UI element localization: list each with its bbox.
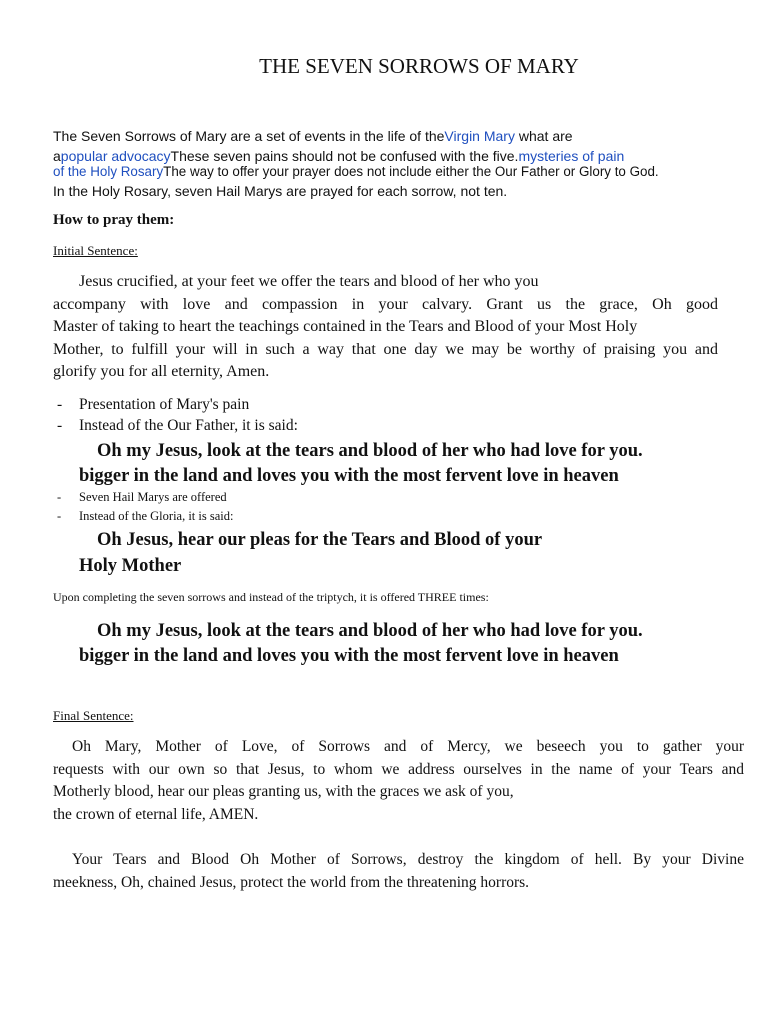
dash-bullet: - xyxy=(57,509,62,523)
list-item xyxy=(57,490,227,505)
intro-text: The way to offer your prayer does not include either the Our Father or Glory to God. xyxy=(163,164,659,179)
prayer-line: Holy Mother xyxy=(79,556,182,576)
intro-text: a xyxy=(53,148,61,164)
popular-advocacy-link[interactable]: popular advocacy xyxy=(60,148,171,164)
list-item-text: Instead of the Gloria, it is said: xyxy=(79,509,234,523)
list-item xyxy=(57,396,249,414)
list-item xyxy=(57,509,233,524)
prayer-line: bigger in the land and loves you with the most fervent love in heaven xyxy=(79,466,619,486)
closing-paragraph xyxy=(53,849,744,894)
intro-text: what are xyxy=(514,128,573,144)
text-line: accompany with love and compassion in your calvary. Grant us the grace, Oh good xyxy=(53,295,718,313)
page-title: THE SEVEN SORROWS OF MARY xyxy=(259,54,579,78)
intro-line-2 xyxy=(53,148,744,164)
intro-line-1 xyxy=(53,128,744,144)
initial-sentence xyxy=(53,271,718,384)
text-line: Jesus crucified, at your feet we offer the tears and blood of her who you xyxy=(79,273,539,290)
text-line: glorify you for all eternity, Amen. xyxy=(53,363,270,380)
initial-sentence-heading: Initial Sentence: xyxy=(53,243,138,258)
list-item-text: Seven Hail Marys are offered xyxy=(79,490,227,504)
text-line: Oh Mary, Mother of Love, of Sorrows and of Mercy, we beseech you to gather your xyxy=(72,738,744,755)
intro-line-3 xyxy=(53,164,744,179)
prayer-line: bigger in the land and loves you with the most fervent love in heaven xyxy=(79,646,619,666)
text-line: the crown of eternal life, AMEN. xyxy=(53,805,259,823)
how-to-heading: How to pray them: xyxy=(53,212,175,228)
virgin-mary-link[interactable]: Virgin Mary xyxy=(444,128,515,144)
text-line: Motherly blood, hear our pleas granting us, with the graces we ask of you, xyxy=(53,783,514,800)
list-item xyxy=(57,417,298,435)
final-sentence xyxy=(53,736,744,826)
prayer-line: Oh my Jesus, look at the tears and blood of her who had love for you. xyxy=(97,441,643,461)
intro-line-4: In the Holy Rosary, seven Hail Marys are prayed for each sorrow, not ten. xyxy=(53,183,508,199)
list-item-text: Instead of the Our Father, it is said: xyxy=(79,417,298,434)
dash-bullet: - xyxy=(57,417,63,434)
mysteries-of-pain-link[interactable]: mysteries of pain xyxy=(518,148,625,164)
text-line: Master of taking to heart the teachings contained in the Tears and Blood of your Most Holy xyxy=(53,318,638,335)
text-line: meekness, Oh, chained Jesus, protect the world from the threatening horrors. xyxy=(53,873,530,891)
text-line: Mother, to fulfill your will in such a way that one day we may be worthy of praising you and xyxy=(53,340,718,358)
intro-text: These seven pains should not be confused with the five. xyxy=(170,148,519,164)
instruction-text: Upon completing the seven sorrows and instead of the triptych, it is offered THREE times: xyxy=(53,590,489,604)
prayer-line: Oh my Jesus, look at the tears and blood of her who had love for you. xyxy=(97,621,643,641)
holy-rosary-link[interactable]: of the Holy Rosary xyxy=(53,164,164,179)
text-line: requests with our own so that Jesus, to whom we address ourselves in the name of your Tears and xyxy=(53,760,744,778)
final-sentence-heading: Final Sentence: xyxy=(53,708,134,723)
intro-text: The Seven Sorrows of Mary are a set of events in the life of the xyxy=(53,128,445,144)
dash-bullet: - xyxy=(57,396,63,413)
text-line: Your Tears and Blood Oh Mother of Sorrows, destroy the kingdom of hell. By your Divine xyxy=(72,851,744,868)
prayer-line: Oh Jesus, hear our pleas for the Tears and Blood of your xyxy=(97,530,543,550)
dash-bullet: - xyxy=(57,490,62,504)
list-item-text: Presentation of Mary's pain xyxy=(79,396,250,413)
